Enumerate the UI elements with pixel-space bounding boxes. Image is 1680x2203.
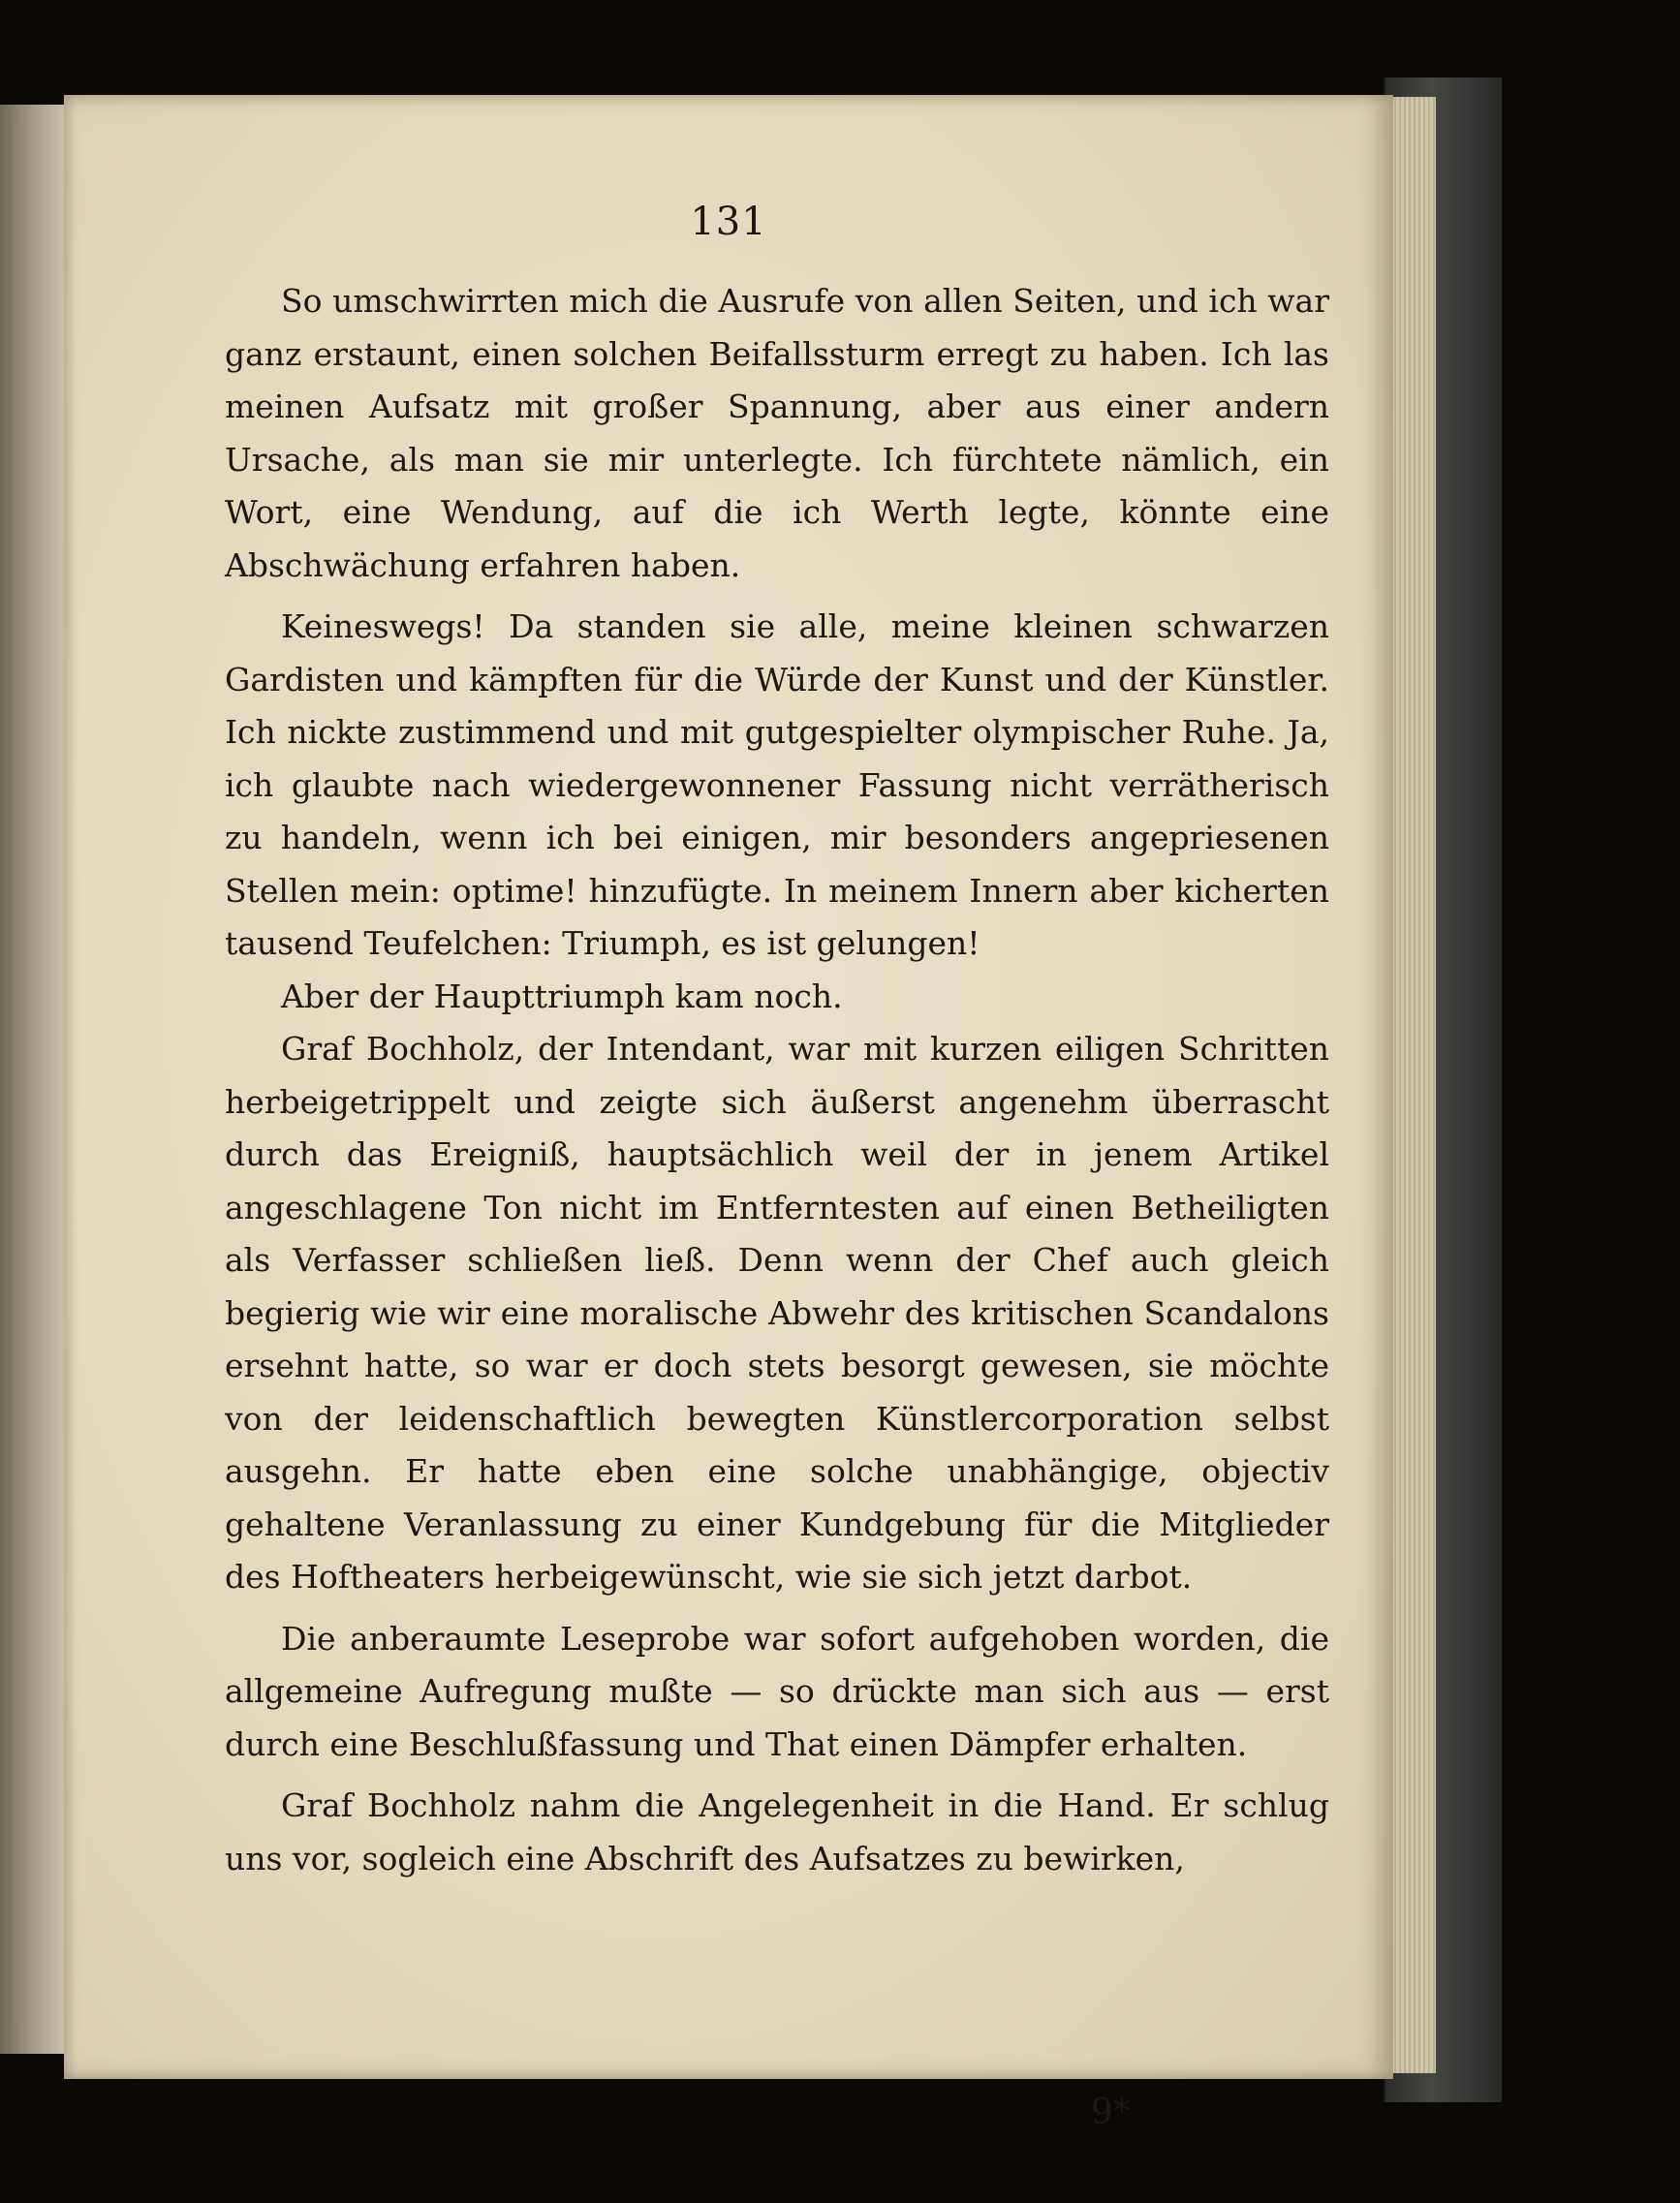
paragraph-4: Graf Bochholz, der Intendant, war mit kurzen eiligen Schritten herbeigetrippelt und zeigte sich äußerst angenehm überrascht durch das Ereigniß, hauptsächlich weil der in jenem Artikel angeschlagene Ton nicht im Entferntesten auf einen Betheiligten als Verfasser schließen ließ. Denn wenn der Chef auch gleich begierig wie wir eine moralische Abwehr des kritischen Scandalons ersehnt hatte, so war er doch stets besorgt gewesen, sie möchte von der leidenschaftlich bewegten Künstlercorporation selbst ausgehn. Er hatte eben eine solche unabhängige, objectiv gehaltene Veranlassung zu einer Kundgebung für die Mitglieder des Hoftheaters herbeigewünscht, wie sie sich jetzt darbot. (225, 1030, 1329, 1596)
page-block-edge (1391, 97, 1436, 2073)
paragraph-2: Keineswegs! Da standen sie alle, meine kleinen schwarzen Gardisten und kämpften für die Würde der Kunst und der Künstler. Ich nickte zustimmend und mit gutgespielter olympischer Ruhe. Ja, ich glaubte nach wiedergewonnener Fassung nicht verrätherisch zu handeln, wenn ich bei einigen, mir besonders angepriesenen Stellen mein: optime! hinzufügte. In meinem Innern aber kicherten tausend Teufelchen: Triumph, es ist gelungen! (225, 607, 1329, 962)
paragraph-1: So umschwirrten mich die Ausrufe von allen Seiten, und ich war ganz erstaunt, einen solchen Beifallssturm erregt zu haben. Ich las meinen Aufsatz mit großer Spannung, aber aus einer andern Ursache, als man sie mir unterlegte. Ich fürchtete nämlich, ein Wort, eine Wendung, auf die ich Werth legte, könnte eine Abschwächung erfahren haben. (225, 282, 1329, 584)
paragraph-6: Graf Bochholz nahm die Angelegenheit in die Hand. Er schlug uns vor, sogleich eine Abschrift des Aufsatzes zu bewirken, (225, 1786, 1329, 1877)
page-number: 131 (690, 200, 767, 244)
body-text (225, 275, 1329, 1885)
signature-mark: 9* (1091, 2093, 1131, 2132)
left-page-edge (0, 105, 67, 2054)
paragraph-3: Aber der Haupttriumph kam noch. (281, 977, 843, 1015)
paragraph-5: Die anberaumte Leseprobe war sofort aufgehoben worden, die allgemeine Aufregung mußte — so drückte man sich aus — erst durch eine Beschlußfassung und That einen Dämpfer erhalten. (225, 1619, 1329, 1763)
book-page (64, 95, 1393, 2132)
